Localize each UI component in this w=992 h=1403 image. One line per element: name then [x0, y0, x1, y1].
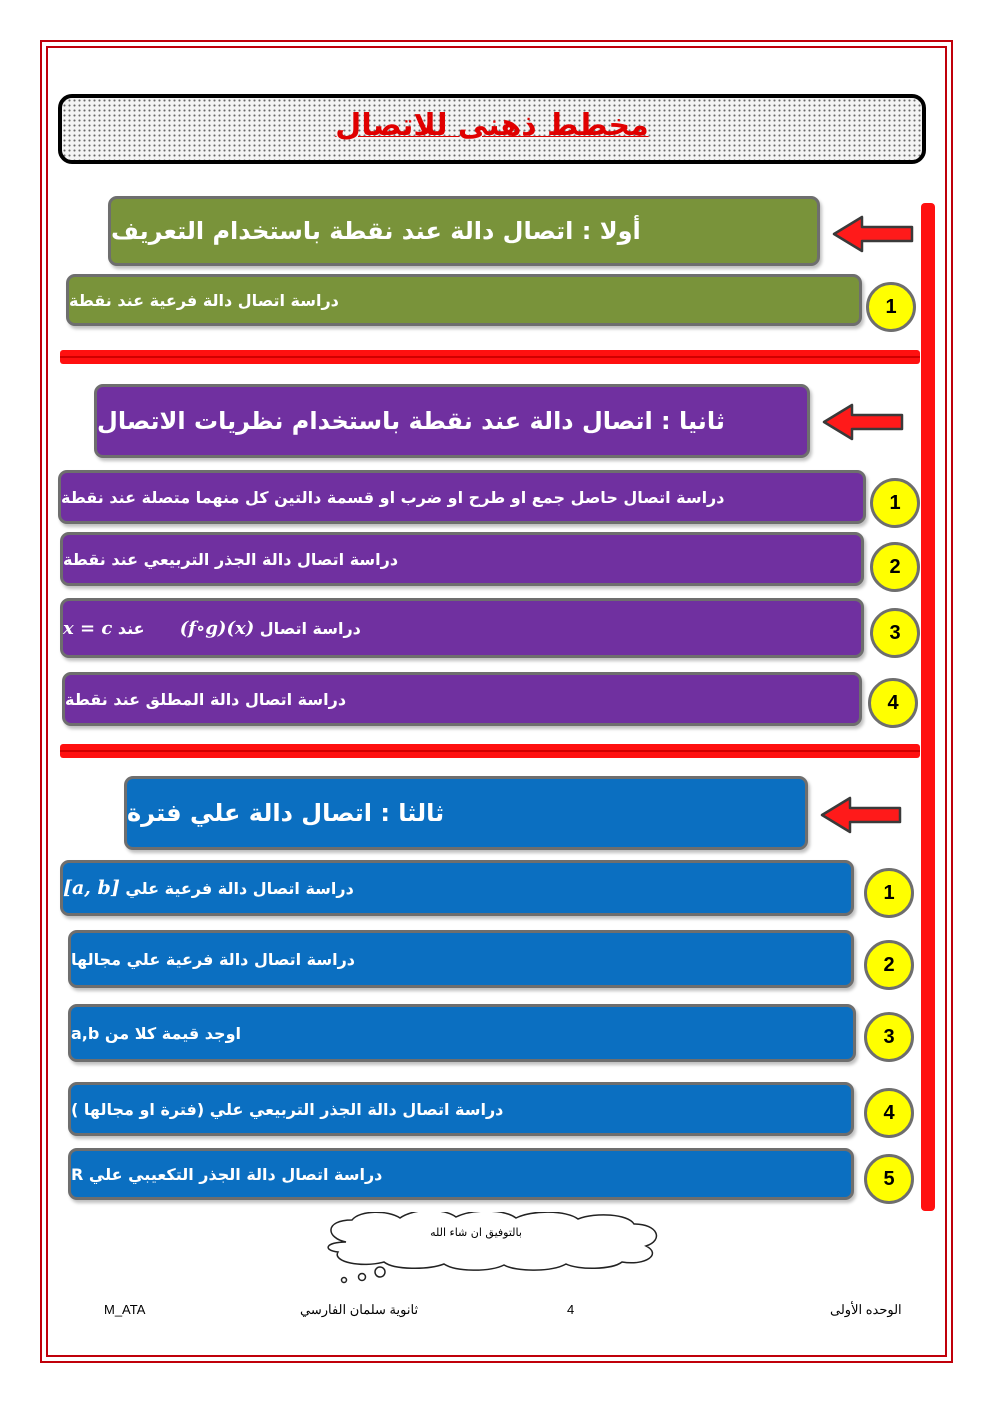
thought-cloud-icon	[316, 1212, 668, 1292]
composite-function: (f∘g)(x)	[179, 617, 255, 639]
section1-item-1	[66, 274, 862, 326]
section3-heading	[124, 776, 808, 850]
section3-item-3-text: اوجد قيمة كلا من a,b	[71, 1023, 242, 1043]
arrow-left-icon	[832, 214, 914, 254]
section2-item-4-text: دراسة اتصال دالة المطلق عند نقطة	[65, 689, 347, 709]
section3-item-1-text	[63, 877, 354, 899]
section2-item-3	[60, 598, 864, 658]
vertical-connector-bar	[921, 203, 935, 1211]
section3-heading-text: ثالثا : اتصال دالة علي فترة	[127, 799, 445, 827]
section3-item-4-number: 4	[864, 1088, 914, 1138]
section3-item-2-text: دراسة اتصال دالة فرعية علي مجالها	[71, 949, 356, 969]
section2-item-2-number: 2	[870, 542, 920, 592]
closed-interval: [a, b]	[63, 877, 120, 899]
section3-item-3	[68, 1004, 856, 1062]
section2-heading	[94, 384, 810, 458]
section2-item-3-number: 3	[870, 608, 920, 658]
section2-item-4-number: 4	[868, 678, 918, 728]
footer-page-number: 4	[567, 1302, 575, 1317]
section2-item-3-text	[63, 618, 361, 639]
section2-heading-text: ثانيا : اتصال دالة عند نقطة باستخدام نظريات الاتصال	[97, 407, 725, 435]
section3-item-2-number: 2	[864, 940, 914, 990]
section2-item-1-text: دراسة اتصال حاصل جمع او طرح او ضرب او قسمة دالتين كل منهما متصلة عند نقطة	[61, 487, 725, 507]
section1-heading-text: أولا : اتصال دالة عند نقطة باستخدام التعريف	[111, 217, 641, 245]
section1-heading	[108, 196, 820, 266]
section2-item-4	[62, 672, 862, 726]
section3-item-4	[68, 1082, 854, 1136]
arrow-left-icon	[820, 795, 902, 835]
section3-item-5	[68, 1148, 854, 1200]
section3-item-1	[60, 860, 854, 916]
section3-item-3-number: 3	[864, 1012, 914, 1062]
title-banner	[58, 94, 926, 164]
footer-unit: الوحده الأولى	[830, 1302, 902, 1317]
section-divider-2	[60, 744, 920, 758]
section2-item-1-number: 1	[870, 478, 920, 528]
section3-item-1-number: 1	[864, 868, 914, 918]
section1-item-1-text: دراسة اتصال دالة فرعية عند نقطة	[69, 290, 339, 310]
point-condition: x = c	[63, 617, 113, 639]
page-title: مخطط ذهنى للاتصال	[335, 107, 649, 143]
footer-author: M_ATA	[104, 1302, 146, 1317]
section3-item-1-label: دراسة اتصال دالة فرعية علي	[125, 879, 354, 898]
section2-item-3-label: دراسة اتصال	[259, 618, 361, 638]
section1-item-1-number: 1	[866, 282, 916, 332]
section3-item-5-text: دراسة اتصال دالة الجذر التكعيبي علي R	[71, 1164, 383, 1184]
section3-item-2	[68, 930, 854, 988]
section2-item-2	[60, 532, 864, 586]
section-divider-1	[60, 350, 920, 364]
cloud-text: بالتوفيق ان شاء الله	[430, 1226, 522, 1239]
section2-item-1	[58, 470, 866, 524]
section3-item-4-text: دراسة اتصال دالة الجذر التربيعي علي (فترة او مجالها )	[71, 1099, 504, 1119]
section2-item-3-at: عند	[117, 618, 145, 638]
section3-item-5-number: 5	[864, 1154, 914, 1204]
arrow-left-icon	[822, 402, 904, 442]
section2-item-2-text: دراسة اتصال دالة الجذر التربيعي عند نقطة	[63, 549, 399, 569]
footer-school: ثانوية سلمان الفارسي	[300, 1302, 419, 1317]
